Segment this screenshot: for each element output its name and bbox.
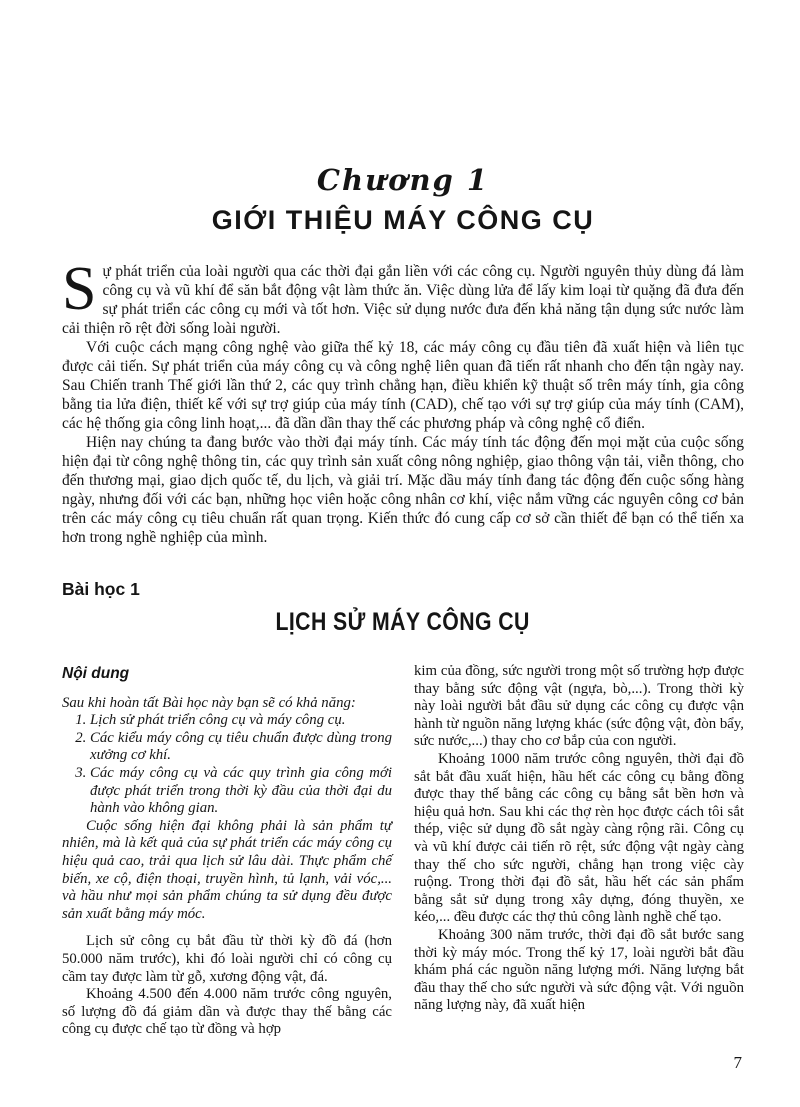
right-column (414, 663, 744, 1039)
two-column-section (62, 663, 744, 1039)
lesson-title-wrap (62, 608, 744, 637)
objectives-list (62, 712, 392, 818)
intro-paragraph-3: Hiện nay chúng ta đang bước vào thời đại máy tính. Các máy tính tác động đến mọi mặt của cuộc sống hiện đại từ công nghệ thông tin, các quy trình sản xuất công nông nghiệp, giao thông vận tải, viễn thông, cho đến thương mại, giao dịch quốc tế, du lịch, và giải trí. Mặc dầu máy tính đang tác động đến cuộc sống hàng ngày, nhưng đối với các bạn, những học viên hoặc công nhân cơ khí, việc nắm vững các nguyên công cơ bản trên các máy công cụ tiêu chuẩn rất quan trọng. Kiến thức đó cung cấp cơ sở cần thiết để bạn có thể tiến xa hơn trong nghề nghiệp của mình. (62, 434, 744, 546)
right-column-paragraph-3: Khoảng 300 năm trước, thời đại đồ sắt bước sang thời kỳ máy móc. Trong thế kỷ 17, loài người bắt đầu khám phá các nguồn năng lượng mới. Năng lượng bắt đầu thay thế cho sức người và sức động vật. Với nguồn năng lượng này, đã xuất hiện (414, 926, 744, 1014)
objective-item: 2. Các kiểu máy công cụ tiêu chuẩn được dùng trong xưởng cơ khí. (90, 730, 392, 765)
lesson-label: Bài học 1 (62, 579, 140, 599)
intro-paragraph-1 (62, 255, 744, 338)
left-column-paragraph-2: Khoảng 4.500 đến 4.000 năm trước công nguyên, số lượng đồ đá giảm dần và được thay thế bằng các công cụ được chế tạo từ đồng và hợp (62, 986, 392, 1038)
objective-item: 1. Lịch sử phát triển công cụ và máy công cụ. (90, 712, 392, 730)
left-column (62, 663, 392, 1039)
content-heading: Nội dung (62, 665, 130, 682)
chapter-label: Chương 1 (316, 163, 490, 197)
chapter-title: GIỚI THIỆU MÁY CÔNG CỤ (211, 205, 595, 235)
intro-section (62, 255, 744, 547)
left-column-paragraph-1: Lịch sử công cụ bắt đầu từ thời kỳ đồ đá (hơn 50.000 năm trước), khi đó loài người chỉ có công cụ cầm tay được làm từ gỗ, xương động vật, đá. (62, 933, 392, 985)
intro-paragraph-2: Với cuộc cách mạng công nghệ vào giữa thế kỷ 18, các máy công cụ đầu tiên đã xuất hiện và liên tục được cải tiến. Sự phát triển của máy công cụ và công nghệ liên quan đã tiến rất nhanh cho đến tận ngày nay. Sau Chiến tranh Thế giới lần thứ 2, các quy trình chẳng hạn, điều khiển kỹ thuật số trên máy tính, gia công bằng tia lửa điện, thiết kế với sự trợ giúp của máy tính (CAD), chế tạo với sự trợ giúp của máy tính (CAM), các hệ thống gia công linh hoạt,... đã dần dần thay thế các phương pháp và công nghệ cổ điển. (62, 339, 744, 432)
right-column-paragraph-2: Khoảng 1000 năm trước công nguyên, thời đại đồ sắt bắt đầu xuất hiện, hầu hết các công cụ bằng đồng được thay thế bằng các công cụ bằng sắt bền hơn và hiệu quả hơn. Sau khi các thợ rèn học được cách tôi sắt thép, việc sử dụng đồ sắt ngày càng rộng rãi. Công cụ và vũ khí được cải tiến rõ rệt, sức động vật ngày càng thay thế cho sức người, chẳng hạn trong việc cày ruộng. Trong thời đại đồ sắt, hầu hết các sản phẩm bằng sắt sử dụng trong xây dựng, đóng thuyền, xe kéo,... đều được các thợ thủ công lành nghề chế tạo. (414, 750, 744, 926)
right-column-paragraph-1: kim của đồng, sức người trong một số trường hợp được thay bằng sức động vật (ngựa, bò,...). Trong thời kỳ này loài người bắt đầu sử dụng các công cụ được vận hành từ nguồn năng lượng khác (sức động vật, đòn bẩy, sức nước,...) thay cho cơ bắp của con người. (414, 663, 744, 750)
page-number: 7 (733, 1053, 742, 1072)
intro-paragraph-1-text: ự phát triển của loài người qua các thời đại gắn liền với các công cụ. Người nguyên thủy dùng đá làm công cụ và vũ khí để săn bắt động vật làm thức ăn. Việc dùng lửa để lấy kim loại từ quặng đã đưa đến sự phát triển các công cụ mới và tốt hơn. Việc sử dụng nước đưa đến khả năng tận dụng sức nước làm cải thiện rõ rệt đời sống loài người. (62, 263, 744, 337)
left-column-italic-paragraph: Cuộc sống hiện đại không phải là sản phẩm tự nhiên, mà là kết quả của sự phát triển các máy công cụ hiệu quả cao, trải qua lịch sử lâu dài. Thực phẩm chế biến, xe cộ, điện thoại, truyền hình, tủ lạnh, vải vóc,... và hầu như mọi sản phẩm chúng ta sử dụng đều được sản xuất bằng máy móc. (62, 817, 392, 922)
objectives-intro: Sau khi hoàn tất Bài học này bạn sẽ có khả năng: (62, 694, 356, 711)
objective-item: 3. Các máy công cụ và các quy trình gia công mới được phát triển trong thời kỳ đầu của thời đại du hành vào không gian. (90, 765, 392, 818)
dropcap-letter: S (62, 255, 97, 323)
lesson-title: LỊCH SỬ MÁY CÔNG CỤ (275, 608, 531, 636)
